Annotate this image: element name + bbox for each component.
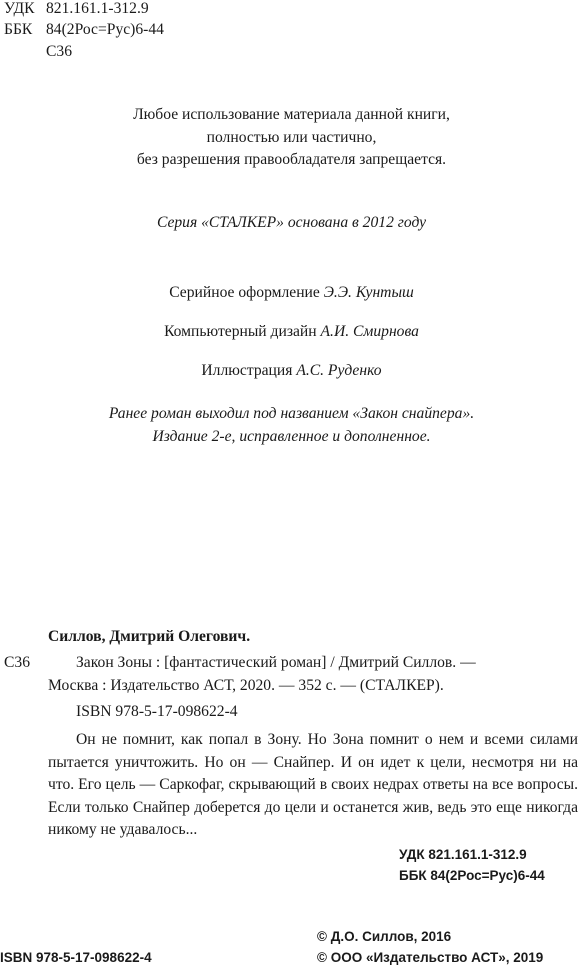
catalog-imprint-line: Москва : Издательство АСТ, 2020. — 352 с. — (СТАЛКЕР). bbox=[48, 677, 444, 694]
credit-name: Э.Э. Кунтыш bbox=[323, 284, 414, 301]
bbk-value: 84(2Рос=Рус)6-44 bbox=[46, 21, 164, 38]
footer-isbn: ISBN 978-5-17-098622-4 bbox=[0, 950, 152, 965]
author-mark: С36 bbox=[46, 43, 72, 60]
credit-illustration bbox=[0, 362, 583, 380]
catalog-annotation: Он не помнит, как попал в Зону. Но Зона помнит о нем и всеми силами пытается уничтожить. Но он — Снайпер. И он идет к цели, несмотря ни на что. Его цель — Саркофаг, скрывающий в своих недрах ответы на все вопросы. Если только Снайпер доберется до цели и останется жив, ведь это еще никогда никому не удавалось... bbox=[48, 731, 578, 838]
copyright-notice bbox=[0, 104, 583, 172]
copyright-publisher: © ООО «Издательство АСТ», 2019 bbox=[317, 950, 544, 965]
credit-computer-design bbox=[0, 323, 583, 341]
bottom-bbk: ББК 84(2Рос=Рус)6-44 bbox=[399, 868, 545, 883]
credit-role: Компьютерный дизайн bbox=[164, 323, 317, 340]
copyright-notice-line: Любое использование материала данной книги, bbox=[133, 106, 450, 123]
edition-note-line: Издание 2-е, исправленное и дополненное. bbox=[152, 427, 431, 445]
edition-note bbox=[0, 403, 583, 448]
copyright-notice-line: без разрешения правообладателя запрещается. bbox=[136, 151, 447, 168]
series-line: Серия «СТАЛКЕР» основана в 2012 году bbox=[156, 214, 427, 231]
udk-value: 821.161.1-312.9 bbox=[46, 0, 149, 17]
bottom-udk: УДК 821.161.1-312.9 bbox=[399, 847, 527, 862]
catalog-title-line: Закон Зоны : [фантастический роман] / Дмитрий Силлов. — bbox=[76, 654, 476, 671]
copyright-notice-line: полностью или частично, bbox=[206, 128, 377, 146]
copyright-author: © Д.О. Силлов, 2016 bbox=[317, 929, 452, 944]
bbk-label: ББК bbox=[4, 21, 33, 38]
credit-name: А.С. Руденко bbox=[296, 362, 382, 379]
udk-label: УДК bbox=[4, 0, 35, 17]
catalog-author-heading: Силлов, Дмитрий Олегович. bbox=[48, 628, 251, 645]
credit-role: Серийное оформление bbox=[169, 284, 320, 301]
catalog-mark: С36 bbox=[4, 654, 30, 671]
credit-role: Иллюстрация bbox=[201, 362, 293, 379]
credit-name: А.И. Смирнова bbox=[320, 323, 419, 340]
credit-series-design bbox=[0, 284, 583, 302]
catalog-isbn: ISBN 978-5-17-098622-4 bbox=[76, 703, 238, 720]
edition-note-line: Ранее роман выходил под названием «Закон снайпера». bbox=[108, 405, 475, 422]
